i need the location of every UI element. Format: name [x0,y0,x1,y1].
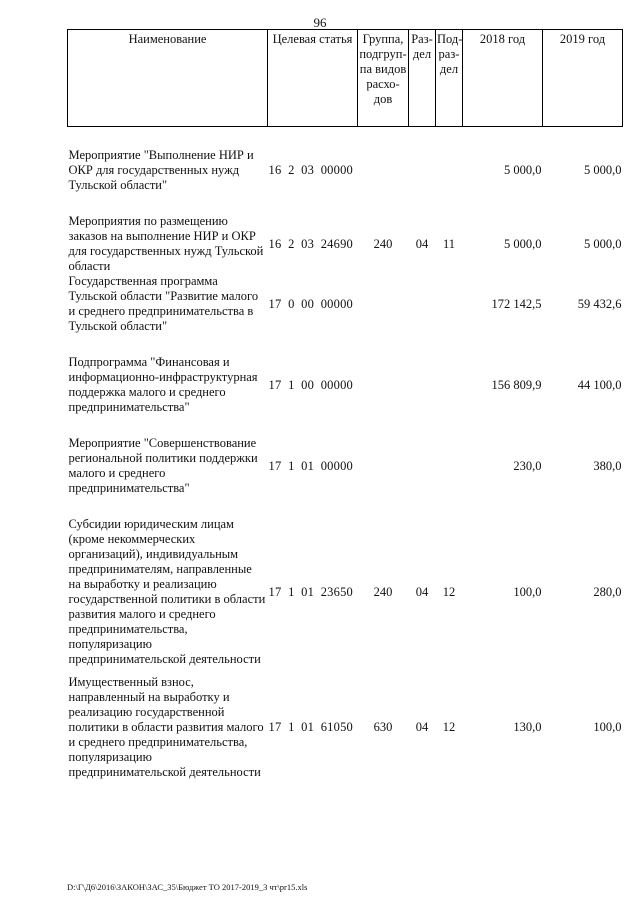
row-target-code: 17 0 00 00000 [268,296,353,311]
row-name: Мероприятие "Совершенствование региональной политики поддержки малого и среднего предпринимательства" [68,436,258,495]
row-section [409,436,436,496]
table-header-row [68,30,623,127]
row-subsection: 11 [442,236,456,251]
row-subsection [436,274,463,334]
row-2019: 280,0 [593,584,622,599]
header-target: Целевая статья [268,30,358,127]
table-row [68,436,623,496]
row-subsection [436,436,463,496]
row-group: 240 [373,584,393,599]
row-2018: 230,0 [513,458,542,473]
row-2019: 44 100,0 [577,377,622,392]
header-2018: 2018 год [463,30,543,127]
row-group [358,148,409,193]
table-row [68,675,623,780]
file-path-footer: D:\Г\Д6\2016\ЗАКОН\ЗАС_35\Бюджет ТО 2017-2019_3 чт\pr15.xls [67,882,308,892]
row-target-code: 16 2 03 00000 [268,163,353,177]
table-row [68,355,623,415]
row-group: 240 [373,236,393,251]
header-name: Наименование [68,30,268,127]
header-group: Группа, подгруп-па видов расхо-дов [358,30,409,127]
header-section: Раз-дел [409,30,436,127]
row-2019: 5 000,0 [584,163,622,177]
row-2018: 156 809,9 [491,377,542,392]
row-group [358,355,409,415]
row-2019: 59 432,6 [577,296,622,311]
table-row [68,148,623,193]
row-target-code: 17 1 01 61050 [268,720,353,734]
table-row [68,517,623,667]
header-2019: 2019 год [543,30,623,127]
row-2018: 130,0 [513,720,542,734]
row-section: 04 [415,236,429,251]
row-subsection [436,148,463,193]
row-2018: 172 142,5 [491,296,542,311]
row-subsection: 12 [442,584,456,599]
row-name: Подпрограмма "Финансовая и информационно-инфраструктурная поддержка малого и среднего предпринимательства" [68,355,258,414]
row-name: Мероприятия по размещению заказов на выполнение НИР и ОКР для государственных нужд Тульской области [68,214,264,273]
row-section [409,274,436,334]
row-group [358,436,409,496]
row-section: 04 [415,720,429,734]
row-2019: 5 000,0 [584,236,622,251]
row-2019: 380,0 [593,458,622,473]
header-subsection: Под-раз-дел [436,30,463,127]
row-2019: 100,0 [593,720,622,734]
row-section: 04 [415,584,429,599]
row-target-code: 17 1 01 00000 [268,458,353,473]
row-target-code: 17 1 00 00000 [268,377,353,392]
budget-table [67,29,623,780]
page-number: 96 [313,15,327,30]
row-2018: 100,0 [513,584,542,599]
row-target-code: 17 1 01 23650 [268,584,353,599]
row-group: 630 [373,720,393,734]
row-name: Государственная программа Тульской области "Развитие малого и среднего предпринимательства в Тульской области" [68,274,259,333]
row-2018: 5 000,0 [504,236,542,251]
table-row [68,274,623,334]
row-section [409,355,436,415]
row-name: Субсидии юридическим лицам (кроме некоммерческих организаций), индивидуальным предпринимателям, направленные на выработку и реализацию государственной политики в области развития малого и среднего предпринимательства, популяризацию предпринимательской деятельности [68,517,266,666]
row-target-code: 16 2 03 24690 [268,236,353,251]
row-subsection [436,355,463,415]
table-row [68,214,623,274]
row-subsection: 12 [442,720,456,734]
row-section [409,148,436,193]
row-name: Мероприятие "Выполнение НИР и ОКР для государственных нужд Тульской области" [68,148,254,192]
row-group [358,274,409,334]
row-2018: 5 000,0 [504,163,542,177]
row-name: Имущественный взнос, направленный на выработку и реализацию государственной политики в области развития малого и среднего предпринимательства, популяризацию предпринимательской деятельности [68,675,264,779]
